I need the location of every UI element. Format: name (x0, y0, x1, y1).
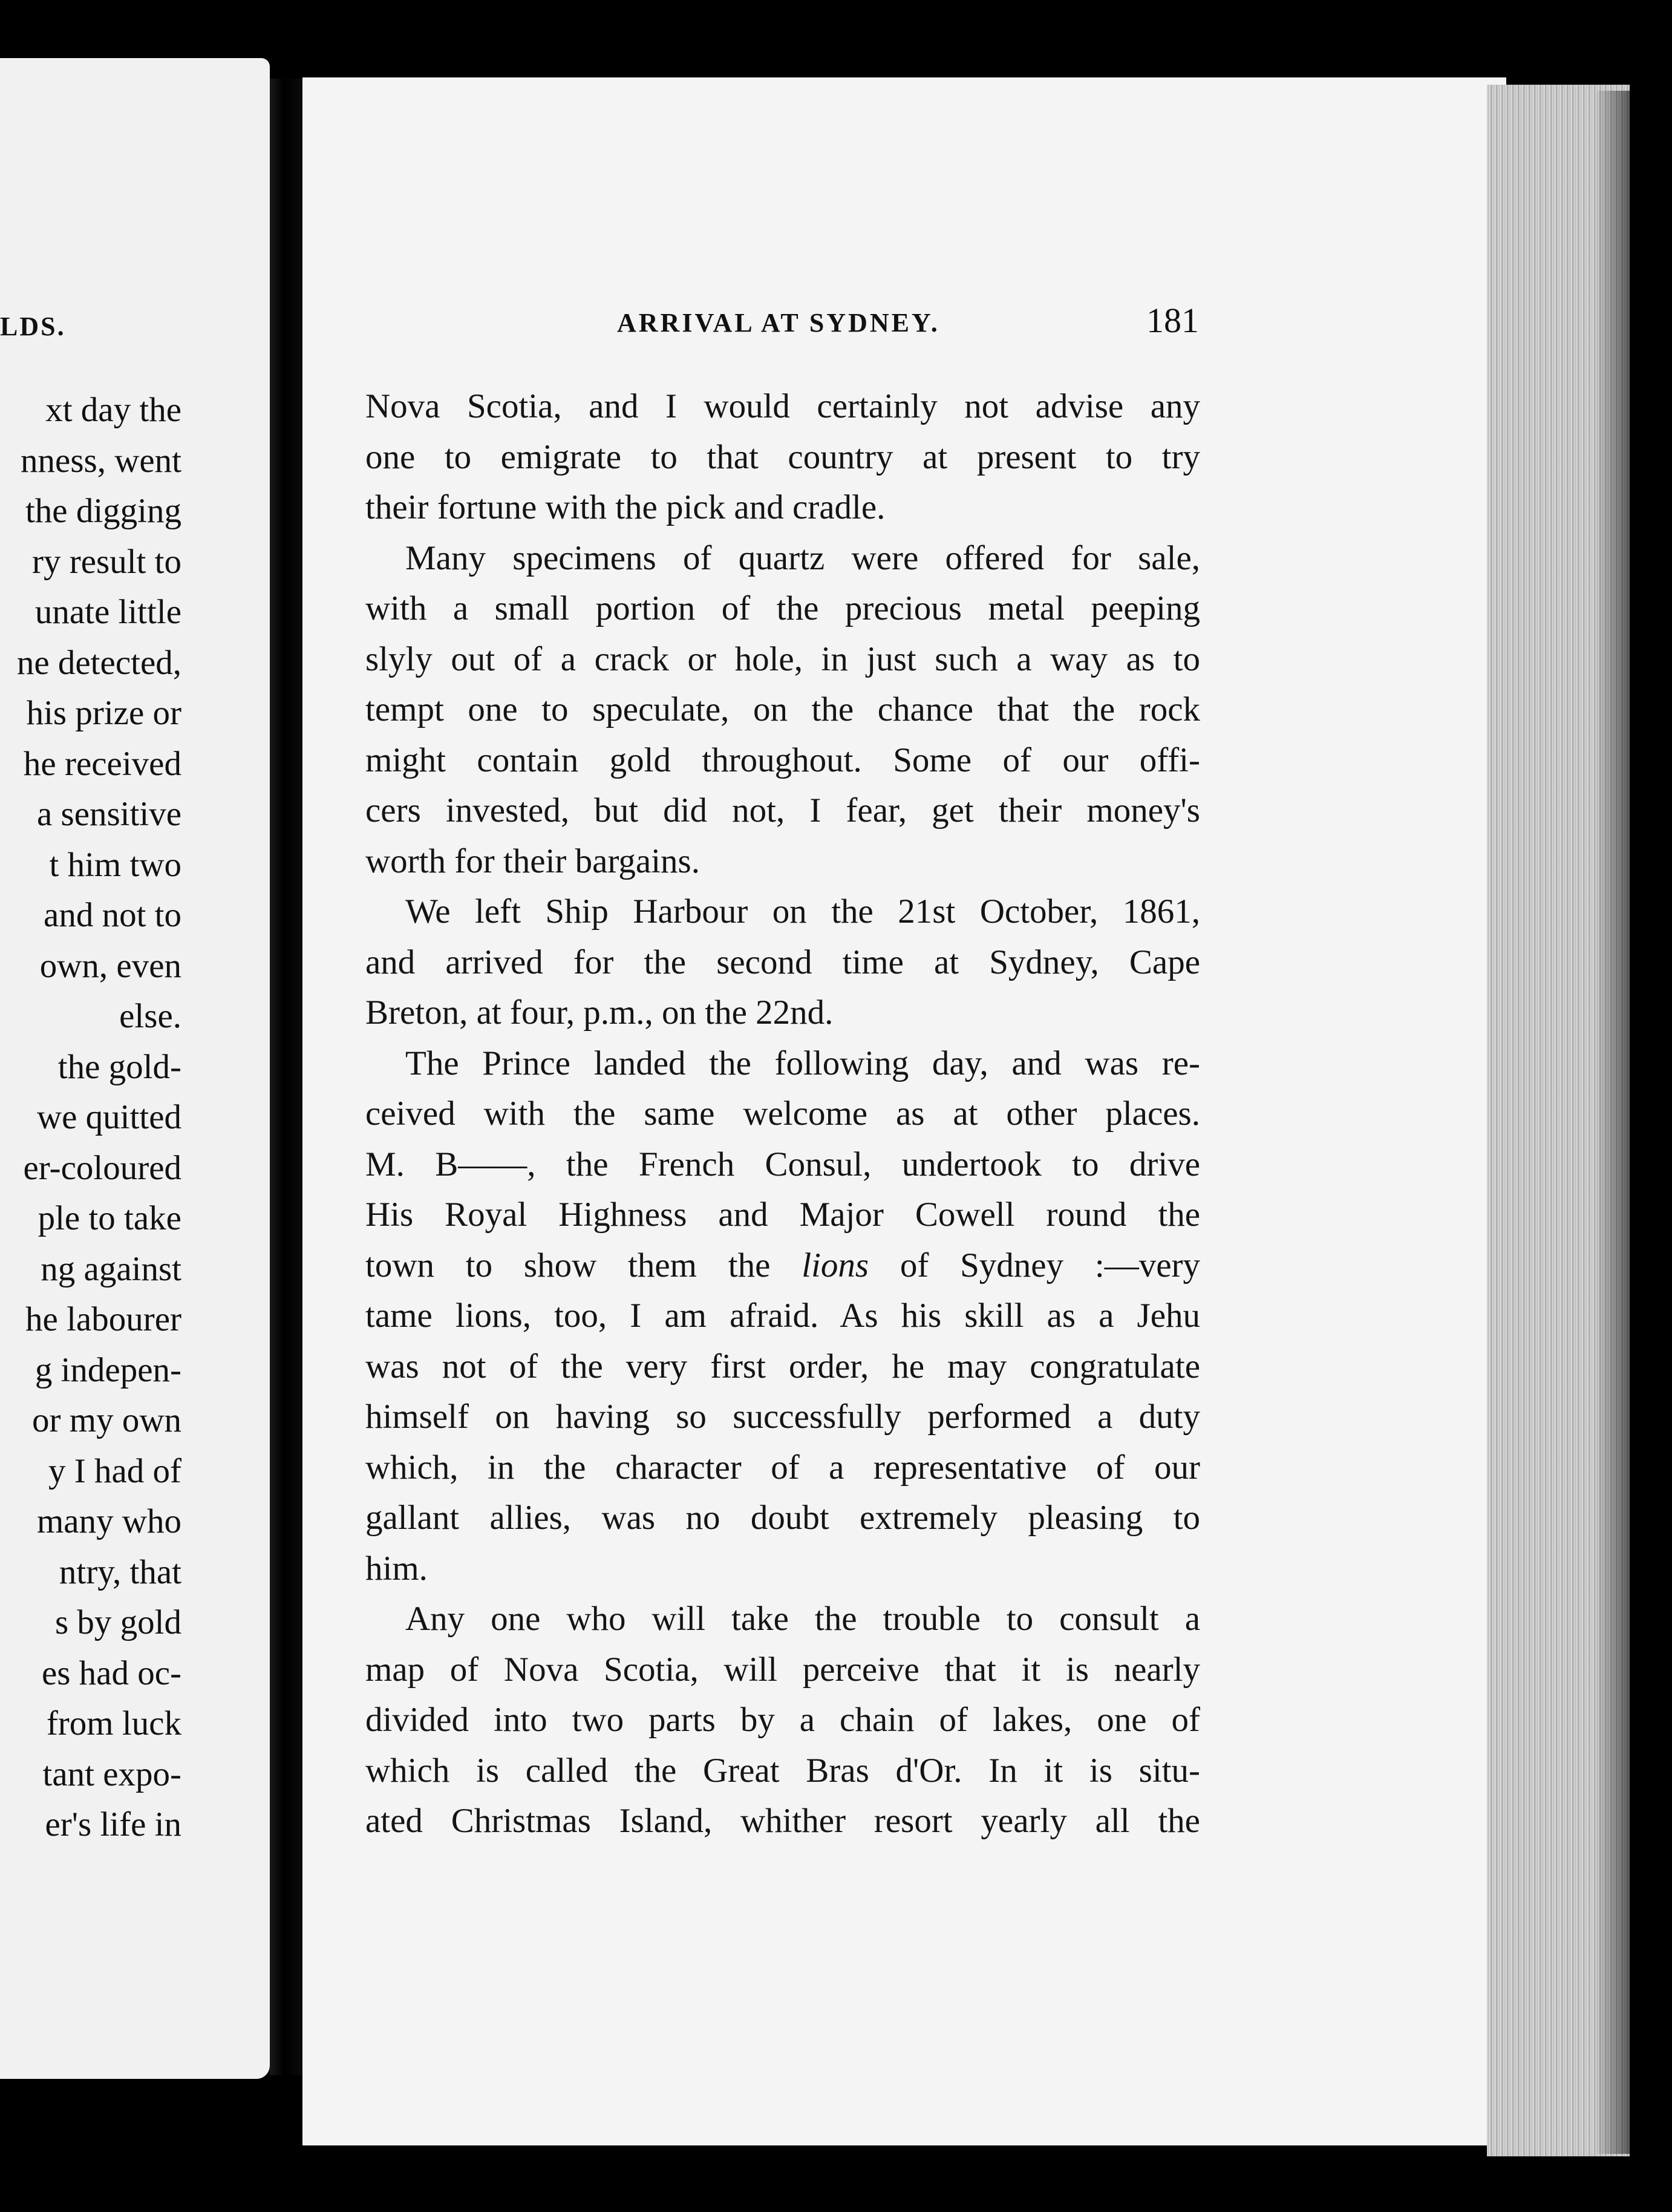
text-line: The Prince landed the following day, and was re- (405, 1044, 1200, 1082)
facing-page-line: own, even (39, 946, 181, 985)
fore-edge-shadow (1597, 91, 1630, 2154)
text-line: their fortune with the pick and cradle. (365, 488, 886, 526)
body-text (365, 381, 1200, 1847)
facing-page-line: y I had of (48, 1451, 181, 1490)
text-line: divided into two parts by a chain of lakes, one of (365, 1701, 1200, 1739)
text-line: map of Nova Scotia, will perceive that it is nearly (365, 1650, 1200, 1689)
running-head: ARRIVAL AT SYDNEY. (617, 308, 940, 338)
text-line: M. B——, the French Consul, undertook to drive (365, 1145, 1200, 1183)
facing-page-line: es had oc- (41, 1654, 181, 1692)
facing-page-line: he labourer (25, 1300, 181, 1338)
text-line (365, 1240, 1200, 1291)
text-line: was not of the very first order, he may congratulate (365, 1347, 1200, 1386)
text-line: worth for their bargains. (365, 842, 700, 880)
facing-page-line: many who (36, 1502, 181, 1540)
text-line: him. (365, 1549, 428, 1588)
text-line: one to emigrate to that country at present to try (365, 437, 1200, 476)
text-line: Nova Scotia, and I would certainly not advise any (365, 387, 1200, 425)
facing-page-line: ne detected, (16, 643, 181, 682)
facing-page-line: else. (119, 997, 181, 1035)
facing-page-text (0, 385, 181, 1850)
facing-page-line: or my own (32, 1401, 181, 1439)
text-line: himself on having so successfully performed a duty (365, 1398, 1200, 1436)
facing-page-line: the digging (25, 492, 181, 530)
facing-page-line: ple to take (38, 1199, 181, 1237)
text-line: ated Christmas Island, whither resort yearly all the (365, 1802, 1200, 1840)
facing-page-line: the gold- (57, 1047, 181, 1086)
text-line: tame lions, too, I am afraid. As his skill as a Jehu (365, 1297, 1200, 1335)
text-line: Many specimens of quartz were offered for sale, (405, 538, 1200, 577)
facing-page-line: ntry, that (59, 1553, 181, 1591)
text-line: Breton, at four, p.m., on the 22nd. (365, 993, 834, 1032)
facing-page-line: a sensitive (36, 795, 181, 833)
facing-page-line: s by gold (54, 1603, 181, 1641)
text-segment: of Sydney :—very (869, 1246, 1200, 1284)
text-line: ceived with the same welcome as at other places. (365, 1095, 1200, 1133)
facing-page-line: g indepen- (34, 1350, 181, 1389)
facing-page (0, 58, 270, 2079)
italic-word: lions (802, 1246, 869, 1284)
text-line: cers invested, but did not, I fear, get their money's (365, 791, 1200, 830)
text-line: with a small portion of the precious metal peeping (365, 589, 1200, 627)
facing-page-line: er-coloured (23, 1148, 181, 1187)
facing-page-line: and not to (44, 896, 181, 934)
text-line: which, in the character of a representative of our (365, 1448, 1200, 1487)
facing-page-line: xt day the (45, 391, 181, 429)
facing-page-line: unate little (34, 593, 181, 631)
facing-page-line: ry result to (32, 542, 181, 581)
facing-page-line: t him two (49, 845, 181, 884)
book-gutter (270, 79, 305, 2075)
facing-page-line: we quitted (36, 1098, 181, 1136)
facing-page-line: er's life in (45, 1805, 181, 1844)
text-line: gallant allies, was no doubt extremely pleasing to (365, 1499, 1200, 1537)
facing-page-line: he received (23, 744, 181, 783)
facing-page-running-head: LDS. (0, 312, 66, 341)
text-segment: town to show them the (365, 1246, 802, 1284)
text-line: Any one who will take the trouble to consult a (405, 1600, 1200, 1638)
text-line: might contain gold throughout. Some of our offi- (365, 741, 1200, 779)
facing-page-line: nness, went (21, 441, 181, 480)
facing-page-line: ng against (41, 1249, 181, 1288)
page-number: 181 (1146, 301, 1199, 340)
text-line: and arrived for the second time at Sydney, Cape (365, 943, 1200, 981)
text-line: His Royal Highness and Major Cowell round the (365, 1196, 1200, 1234)
text-line: slyly out of a crack or hole, in just such a way as to (365, 640, 1200, 678)
facing-page-line: tant expo- (42, 1755, 181, 1793)
facing-page-line: from luck (46, 1704, 181, 1742)
facing-page-line: his prize or (26, 694, 181, 732)
text-line: We left Ship Harbour on the 21st October, 1861, (405, 892, 1200, 931)
text-line: tempt one to speculate, on the chance that the rock (365, 690, 1200, 728)
text-line: which is called the Great Bras d'Or. In it is situ- (365, 1751, 1200, 1790)
